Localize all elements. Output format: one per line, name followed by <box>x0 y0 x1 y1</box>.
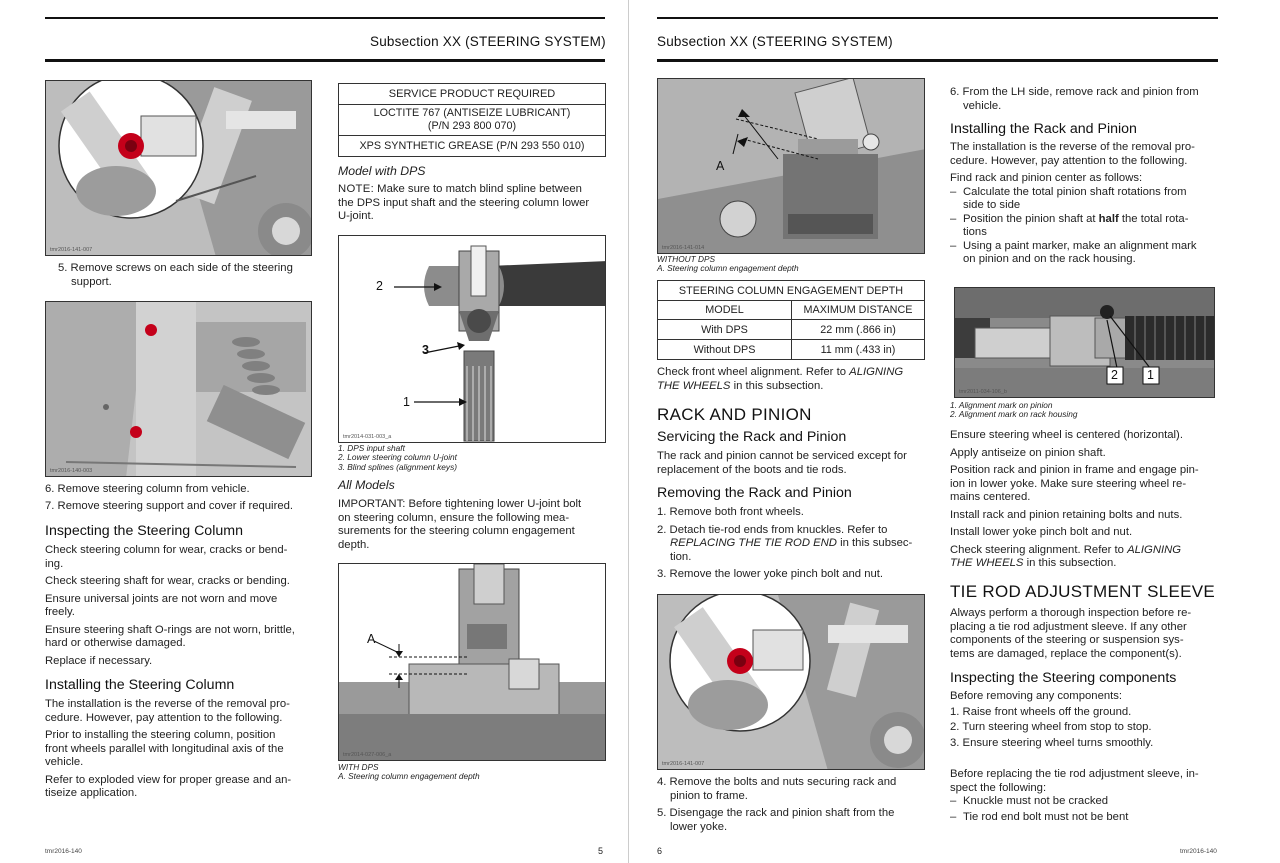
insp-step: 1. Raise front wheels off the ground. <box>950 705 1132 718</box>
before-line: spect the following: <box>950 781 1047 794</box>
bullet-text: the total rota- <box>1118 212 1189 225</box>
without-dps-caption <box>657 255 799 274</box>
servicing-text <box>657 450 925 477</box>
service-product-table <box>338 83 606 157</box>
depth-cell: 11 mm (.433 in) <box>792 340 925 360</box>
inspecting-components-heading: Inspecting the Steering components <box>950 670 1177 686</box>
tie-rod-heading: TIE ROD ADJUSTMENT SLEEVE <box>950 582 1216 601</box>
install-line: tiseize application. <box>45 787 138 799</box>
install-line: Prior to installing the steering column, position <box>45 729 276 741</box>
check-line: Apply antiseize on pinion shaft. <box>950 446 1106 459</box>
installing-rack-heading: Installing the Rack and Pinion <box>950 121 1137 137</box>
tie-line: components of the steering or suspension sys- <box>950 634 1184 646</box>
bullet-text: Knuckle must not be cracked <box>963 795 1109 807</box>
dps-heading: Model with DPS <box>338 164 426 178</box>
depth-cell: With DPS <box>658 320 792 340</box>
callout-1: 1 <box>1147 368 1154 382</box>
before-line: Before replacing the tie rod adjustment sleeve, in- <box>950 768 1199 780</box>
check-line: Install lower yoke pinch bolt and nut. <box>950 526 1133 538</box>
left-top-rule <box>45 17 605 19</box>
bullet-text: Position the pinion shaft at <box>963 212 1099 225</box>
install-column-text <box>45 698 313 801</box>
caption-line: WITH DPS <box>338 762 379 772</box>
callout-a: A <box>367 632 376 646</box>
removing-step-cont: tion. <box>670 550 692 563</box>
alignment-legend <box>950 401 1077 420</box>
bullet-cont: tions <box>963 226 987 238</box>
servicing-line: replacement of the boots and tie rods. <box>657 463 847 476</box>
aligning-wheels-link[interactable]: ALIGNING <box>1127 543 1182 556</box>
right-header-title: Subsection XX (STEERING SYSTEM) <box>657 34 893 49</box>
install-line: cedure. However, pay attention to the following. <box>45 711 283 724</box>
legend-item: 1. Alignment mark on pinion <box>950 400 1053 410</box>
right-page-number: 6 <box>657 846 663 856</box>
figure-illustration <box>339 564 606 761</box>
check-line: Ensure steering wheel is centered (horizontal). <box>950 429 1183 441</box>
callout-3: 3 <box>422 343 429 357</box>
inspect-line: hard or otherwise damaged. <box>45 637 186 649</box>
bullet-dash: – <box>950 810 957 823</box>
note-line: U-joint. <box>338 210 374 222</box>
important-note <box>338 498 606 552</box>
figure-id: tmr2016-141-007 <box>50 247 93 253</box>
install-line: Find rack and pinion center as follows: <box>950 172 1143 184</box>
callout-a: A <box>716 159 725 173</box>
inspect-line: freely. <box>45 606 75 618</box>
all-models-heading: All Models <box>338 478 395 492</box>
right-footer-ref: tmr2016-140 <box>1180 848 1217 855</box>
removing-step-cont: lower yoke. <box>670 820 728 833</box>
caption-line: WITHOUT DPS <box>657 254 716 264</box>
figure-id: tmr2014-031-003_a <box>343 434 392 440</box>
figure-id: tmr2016-140-003 <box>50 468 93 474</box>
inspect-line: Check steering shaft for wear, cracks or bending. <box>45 575 290 587</box>
caption-line: A. Steering column engagement depth <box>657 263 799 274</box>
service-product-header: SERVICE PRODUCT REQUIRED <box>339 84 606 105</box>
aligning-wheels-link[interactable]: THE WHEELS <box>950 557 1024 569</box>
rack-pinion-heading: RACK AND PINION <box>657 405 812 424</box>
service-product-row-2: XPS SYNTHETIC GREASE (P/N 293 550 010) <box>339 136 606 157</box>
check-line: Position rack and pinion in frame and engage pin- <box>950 464 1199 476</box>
check-line: Install rack and pinion retaining bolts and nuts. <box>950 508 1183 521</box>
servicing-line: The rack and pinion cannot be serviced except for <box>657 450 907 462</box>
left-page-number: 5 <box>598 846 604 856</box>
step-line: vehicle. <box>963 99 1002 112</box>
removing-step: 5. Disengage the rack and pinion shaft from the <box>657 807 895 819</box>
bullet-item <box>950 240 1218 254</box>
check-text: Check front wheel alignment. Refer to <box>657 366 850 378</box>
figure-alignment-marks <box>954 287 1215 398</box>
check-text: in this subsection. <box>730 379 824 392</box>
inspect-line: Ensure steering shaft O-rings are not worn, brittle, <box>45 623 295 636</box>
callout-2: 2 <box>376 279 383 293</box>
figure-id: tmr2016-141-007 <box>662 761 705 767</box>
removing-text: in this subsec- <box>836 537 913 549</box>
figure-steering-support-2 <box>45 301 312 477</box>
bullet-dash: – <box>950 239 957 252</box>
insp-line: Before removing any components: <box>950 690 1123 702</box>
inspect-line: Check steering column for wear, cracks or bend- <box>45 544 288 556</box>
removing-step-cont: pinion to frame. <box>670 789 748 802</box>
left-header-rule <box>45 59 605 62</box>
bullet-item <box>950 795 1218 809</box>
callout-1: 1 <box>403 395 410 409</box>
check-alignment-text <box>657 366 925 393</box>
callout-2: 2 <box>1111 368 1118 382</box>
check-line: mains centered. <box>950 491 1031 503</box>
bullet-cont: on pinion and on the rack housing. <box>963 253 1136 265</box>
important-line: on steering column, ensure the following mea- <box>338 511 570 524</box>
removing-step: 1. Remove both front wheels. <box>657 506 804 518</box>
install-column-heading: Installing the Steering Column <box>45 677 235 693</box>
bullet-text: Tie rod end bolt must not be bent <box>963 810 1129 823</box>
important-line: depth. <box>338 538 370 551</box>
removing-steps-2 <box>657 776 925 834</box>
caption-line: A. Steering column engagement depth <box>338 771 480 782</box>
servicing-heading: Servicing the Rack and Pinion <box>657 429 847 445</box>
inspect-line: Replace if necessary. <box>45 654 153 667</box>
removing-step: 2. Detach tie-rod ends from knuckles. Refer to <box>657 523 888 536</box>
step-5-line2: support. <box>71 275 112 288</box>
bullet-cont: side to side <box>963 199 1021 211</box>
inspect-line: ing. <box>45 557 64 570</box>
legend-item: 1. DPS input shaft <box>338 443 405 453</box>
legend-item: 3. Blind splines (alignment keys) <box>338 461 457 472</box>
bullet-item <box>950 811 1218 825</box>
aligning-wheels-link[interactable]: ALIGNING <box>849 366 904 378</box>
before-replacing-text <box>950 768 1218 824</box>
right-top-rule <box>657 17 1218 19</box>
bullet-dash: – <box>950 212 957 225</box>
depth-col-model: MODEL <box>658 301 792 320</box>
check-line <box>657 366 925 380</box>
inspect-column-heading: Inspecting the Steering Column <box>45 523 243 539</box>
legend-item: 2. Lower steering column U-joint <box>338 452 457 463</box>
figure-illustration <box>46 302 312 477</box>
note-line <box>338 183 606 197</box>
install-line: The installation is the reverse of the removal pro- <box>45 698 290 710</box>
figure-illustration <box>339 236 606 443</box>
legend-item: 2. Alignment mark on rack housing <box>950 409 1078 420</box>
check-line <box>657 380 925 394</box>
figure-id: tmr2014-027-006_a <box>343 752 392 758</box>
figure-lower-yoke <box>657 594 925 770</box>
figure-id: tmr2016-141-014 <box>662 245 705 251</box>
note-label: NOTE: <box>338 183 375 195</box>
step-5-line1: 5. Remove screws on each side of the steering <box>58 262 293 274</box>
left-header-title: Subsection XX (STEERING SYSTEM) <box>370 34 606 49</box>
depth-col-max: MAXIMUM DISTANCE <box>792 301 925 320</box>
step-5 <box>45 262 313 289</box>
page-gutter <box>628 0 629 863</box>
important-text: Before tightening lower U-joint bolt <box>405 498 582 510</box>
bullet-text: Using a paint marker, make an alignment mark <box>963 239 1197 252</box>
removing-steps <box>657 506 925 582</box>
inspect-column-text <box>45 544 313 668</box>
figure-steering-support-1 <box>45 80 312 256</box>
row-line: LOCTITE 767 (ANTISEIZE LUBRICANT) <box>373 107 571 119</box>
aligning-wheels-link[interactable]: THE WHEELS <box>657 379 731 392</box>
bullet-text: Calculate the total pinion shaft rotations from <box>963 185 1187 198</box>
insp-step: 3. Ensure steering wheel turns smoothly. <box>950 736 1154 749</box>
service-product-row-1 <box>339 105 606 136</box>
note-line: the DPS input shaft and the steering column lower <box>338 196 590 209</box>
install-checklist <box>950 429 1218 571</box>
figure-id: tmr2011-034-106_b <box>959 389 1007 395</box>
install-line: Refer to exploded view for proper grease and an- <box>45 773 292 786</box>
inspecting-components-text <box>950 690 1218 750</box>
bullet-dash: – <box>950 185 957 198</box>
figure-with-dps-depth <box>338 563 606 761</box>
replacing-tie-rod-link[interactable]: REPLACING THE TIE ROD END <box>670 537 837 549</box>
left-footer-ref: tmr2016-140 <box>45 848 82 855</box>
figure-dps-splines <box>338 235 606 443</box>
removing-step: 3. Remove the lower yoke pinch bolt and nut. <box>657 568 884 580</box>
row-line: (P/N 293 800 070) <box>427 120 517 132</box>
engagement-depth-table <box>657 280 925 360</box>
tie-line: placing a tie rod adjustment sleeve. If any other <box>950 620 1187 633</box>
removing-step-cont <box>657 537 925 551</box>
right-header-rule <box>657 59 1218 62</box>
figure-illustration <box>658 79 925 254</box>
tie-rod-text <box>950 607 1218 661</box>
install-line: front wheels parallel with longitudinal axis of the <box>45 742 284 755</box>
bullet-item <box>950 186 1218 200</box>
depth-cell: 22 mm (.866 in) <box>792 320 925 340</box>
step-7: 7. Remove steering support and cover if required. <box>45 500 294 512</box>
dps-figure-legend <box>338 444 457 472</box>
install-line: vehicle. <box>45 756 84 768</box>
figure-illustration <box>658 595 925 770</box>
important-label: IMPORTANT: <box>338 498 406 510</box>
bullet-item <box>950 213 1218 227</box>
step-6: 6. Remove steering column from vehicle. <box>45 483 250 495</box>
depth-table-title: STEERING COLUMN ENGAGEMENT DEPTH <box>658 281 925 301</box>
figure-without-dps-depth <box>657 78 925 254</box>
note-text: Make sure to match blind spline between <box>374 183 582 195</box>
with-dps-caption <box>338 763 480 782</box>
removing-step: 4. Remove the bolts and nuts securing rack and <box>657 776 897 788</box>
check-line <box>950 544 1218 558</box>
tie-line: tems are damaged, replace the component(s). <box>950 647 1182 660</box>
tie-line: Always perform a thorough inspection before re- <box>950 607 1192 619</box>
check-line <box>950 557 1218 571</box>
bullet-bold: half <box>1098 212 1119 225</box>
check-text: in this subsection. <box>1023 557 1117 569</box>
inspect-line: Ensure universal joints are not worn and move <box>45 592 278 605</box>
insp-step: 2. Turn steering wheel from stop to stop. <box>950 721 1152 733</box>
check-line: ion in lower yoke. Make sure steering wheel re- <box>950 477 1187 490</box>
bullet-dash: – <box>950 795 957 807</box>
figure-illustration <box>955 288 1215 398</box>
figure-illustration <box>46 81 312 256</box>
check-text: Check steering alignment. Refer to <box>950 543 1128 556</box>
install-line: cedure. However, pay attention to the following. <box>950 154 1188 167</box>
dps-note <box>338 183 606 224</box>
important-line: surements for the steering column engagement <box>338 525 575 537</box>
step-line: 6. From the LH side, remove rack and pinion from <box>950 86 1199 98</box>
install-line: The installation is the reverse of the removal pro- <box>950 141 1195 153</box>
installing-rack-text <box>950 141 1218 267</box>
removing-heading: Removing the Rack and Pinion <box>657 485 852 501</box>
important-line <box>338 498 606 512</box>
step-6-rack <box>950 86 1218 113</box>
depth-cell: Without DPS <box>658 340 792 360</box>
